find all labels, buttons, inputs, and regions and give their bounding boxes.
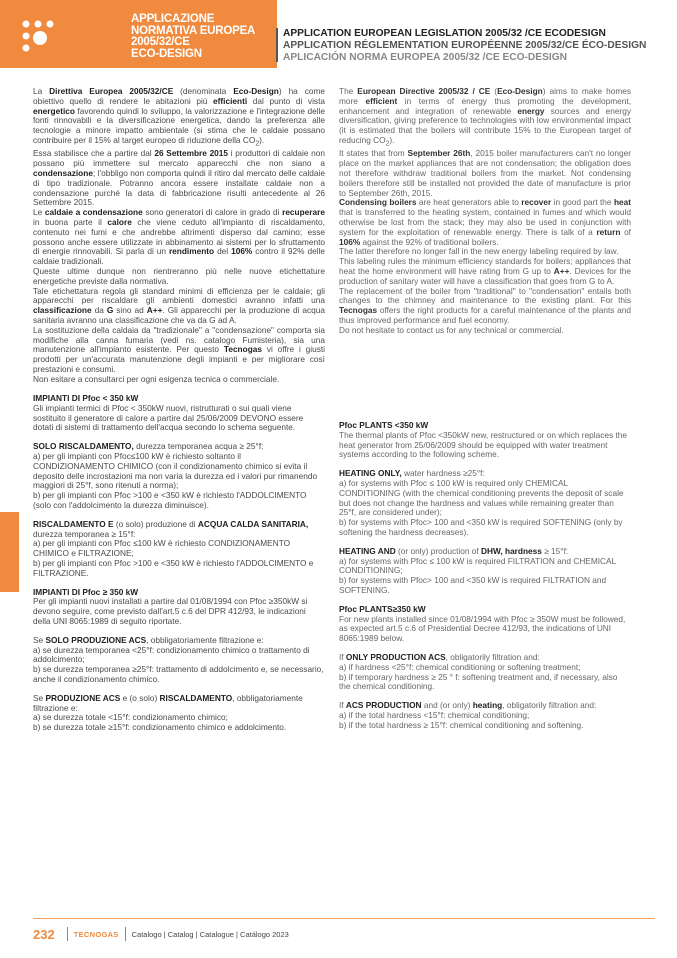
catalog-label: Catalogo | Catalog | Catalogue | Catálogo 2023 [131,929,289,939]
side-tab-marker [0,512,19,592]
header-title-line: 2005/32/CE [131,36,190,48]
body-english: The European Directive 2005/32 / CE (Eco-Design) aims to make homes more efficient in terms of energy thus promoting the development, enhancement and integration of renewable energy sources and energy diversification, giving preference to technologies with low environmental impact (it is estimated that the boilers will contribute 15% to the European target of reducing $CO_2$). It states that from September 26th, 2015 boiler manufacturers can't no longer place on the market appliances that are not condensation; the obligation does not therefore withdraw traditional boilers from the market. Not condensing boilers therefore still be installed not provided the date of manufacture is prior to September 26th, 2015. Condensing boilers are heat generators able to recover in good part the heat that is transferred to the heating system, contained in fumes and which would otherwise be lost from the stack; they may also be used in conjunction with system for the exploitation of renewable energy. There is talk of a return of 106% against the 92% of traditional boilers. The latter therefore no longer fall in the new energy labeling required by law. This labeling rules the minimum efficiency standards for boilers; appliances that heat the home environment will have rating from G up to A++. Devices for the production of sanitary water will have a classification that goes from G to A. The replacement of the boiler from "traditional" to "condensation" entails both changes to the chimney and maintenance to the existing plant. For this Tecnogas offers the right products for a careful maintenance of the plants and thus improved performance and fuel economy. Do not hesitate to contact us for any technical or commercial. [339,86,631,335]
header-title-line: ECO-DESIGN [131,47,202,60]
header-title-spanish: APLICACIÓN NORMA EUROPEA 2005/32 /CE ECO-DESIGN [283,52,567,63]
section-english-plants: Pfoc PLANTS <350 kW The thermal plants of Pfoc <350kW new, restructured or on which replaces the heat generator from 25/06/2009 should be equipped with water treatment systems according to the following scheme. HEATING ONLY, water hardness ≥25°f: a) for systems with Pfoc ≤ 100 kW is required only CHEMICAL CONDITIONING (with the chemical conditioning prevents the deposit of scale but does not change the hardness and values while remaining greater than 25°f, are considered under); b) for systems with Pfoc> 100 and <350 kW is required SOFTENING (only by softening the hardness decreases). HEATING AND (or only) production of DHW, hardness ≥ 15°f: a) for systems with Pfoc ≤ 100 kW is required FILTRATION and CHEMICAL CONDITIONING; b) for systems with Pfoc> 100 and <350 kW is required FILTRATION and SOFTENING. Pfoc PLANTS≥350 kW For new plants installed since 01/08/1994 with Pfoc ≥ 350W must be followed, as expected art.5 c.6 of Presidential Decree 412/93, the indications of UNI 8065:1989 below. If ONLY PRODUCTION ACS, obligatorily filtration and: a) if hardness <25°f: chemical conditioning or softening treatment; b) if temporary hardness ≥ 25 ° f: softening treatment and, if necessary, also the chemical conditioning. If ACS PRODUCTION and (or only) heating, obligatorily filtration and: a) if the total hardness <15°f: chemical conditioning; b) if the total hardness ≥ 15°f: chemical conditioning and softening. [339,420,628,730]
section-italian-plants: IMPIANTI DI Pfoc < 350 kW Gli impianti termici di Pfoc < 350kW nuovi, ristrutturati o sui quali viene sostituito il generatore di calore a partire dal 25/06/2009 DEVONO essere dotati di sistemi di trattamento dell'acqua secondo lo schema seguente. SOLO RISCALDAMENTO, durezza temporanea acqua ≥ 25°f: a) per gli impianti con Pfoc≤100 kW è richiesto soltanto il CONDIZIONAMENTO CHIMICO (con il condizionamento chimico si evita il deposito delle incrostazioni ma non varia la durezza ed i valori pur rimanendo maggiori di 25°f, sono ritenuti a norma); b) per gli impianti con Pfoc >100 e <350 kW è richiesto l'ADDOLCIMENTO (solo con l'addolcimento la durezza diminuisce). RISCALDAMENTO E (o solo) produzione di ACQUA CALDA SANITARIA, durezza temporanea ≥ 15°f: a) per gli impianti con Pfoc ≤100 kW è richiesto CONDIZIONAMENTO CHIMICO e FILTRAZIONE; b) per gli impianti con Pfoc >100 e <350 kW è richiesto l'ADDOLCIMENTO e FILTRAZIONE. IMPIANTI DI Pfoc ≥ 350 kW Per gli impianti nuovi installati a partire dal 01/08/1994 con Pfoc ≥350kW si devono seguire, come previsto dall'art.5 c.6 del DPR 412/93, le indicazioni della UNI 8065:1989 di seguito riportate. Se SOLO PRODUZIONE ACS, obbligatoriamente filtrazione e: a) se durezza temporanea <25°f: condizionamento chimico o trattamento di addolcimento; b) se durezza temporanea ≥25°f: trattamento di addolcimento e, se necessario, anche il condizionamento chimico. Se PRODUZIONE ACS e (o solo) RISCALDAMENTO, obbligatoriamente filtrazione e: a) se durezza totale <15°f: condizionamento chimico; b) se durezza totale ≥15°f: condizionamento chimico e addolcimento. [33,393,324,733]
header-titles-multilang [283,28,673,64]
footer-rule [33,918,655,919]
header-title-line: APPLICAZIONE [131,13,215,25]
footer [33,925,289,943]
body-italian: La Direttiva Europea 2005/32/CE (denominata Eco-Design) ha come obiettivo quello di rendere le abitazioni più efficienti dal punto di vista energetico favorendo quindi lo sviluppo, la valorizzazione e l'integrazione delle fonti rinnovabili e la diversificazione energetica, dando la preferenza alle tecnologie a minore impatto ambientale (si stima che le caldaie possano contribuire per il 15% al target europeo di riduzione della $CO_2$). Essa stabilisce che a partire dal 26 Settembre 2015 i produttori di caldaie non possano più immettere sul mercato apparecchi che non siano a condensazione; l'obbligo non comporta quindi il ritiro dal mercato delle caldaie di tipo tradizionale. Potranno ancora essere installate caldaie non a condensazione purché la data di fabbricazione risulti antecedente al 26 Settembre 2015. Le caldaie a condensazione sono generatori di calore in grado di recuperare in buona parte il calore che viene ceduto all'impianto di riscaldamento, contenuto nei fumi e che andrebbe altrimenti disperso dal camino; esse possono anche essere utilizzate in abbinamento ai sistemi per lo sfruttamento di energie rinnovabili. Si parla di un rendimento del 106% contro il 92% delle caldaie tradizionali. Queste ultime dunque non rientreranno più nelle nuove etichettature energetiche previste dalla normativa. Tale etichettatura regola gli standard minimi di efficienza per le caldaie; gli apparecchi per riscaldare gli ambienti domestici avranno infatti una classificazione da G sino ad A++. Gli apparecchi per la produzione di acqua sanitaria avranno una classificazione che va da G ad A. La sostituzione della caldaia da "tradizionale" a "condensazione" comporta sia modifiche alla canna fumaria (vedi ns. catalogo Fumisteria), sia una manutenzione all'impianto esistente. Per questo Tecnogas vi offre i giusti prodotti per un'accurata manutenzione degli impianti e per migliorare così prestazioni e consumi. Non esitare a consultarci per ogni esigenza tecnica o commerciale. [33,86,326,384]
header-title-line: NORMATIVA EUROPEA [131,24,256,37]
footer-separator [67,927,68,941]
brand-name: TECNOGAS [73,929,119,939]
dots-logo-icon [20,18,56,54]
header-banner [0,0,277,68]
header-title-italian [131,14,271,60]
header-separator [276,28,278,62]
page-number: 232 [33,926,55,942]
header-title-english: APPLICATION EUROPEAN LEGISLATION 2005/32 /CE ECODESIGN [283,28,606,39]
header-title-french: APPLICATION RÉGLEMENTATION EUROPÉENNE 2005/32/CE ÉCO-DESIGN [283,40,647,51]
footer-separator [125,927,126,941]
